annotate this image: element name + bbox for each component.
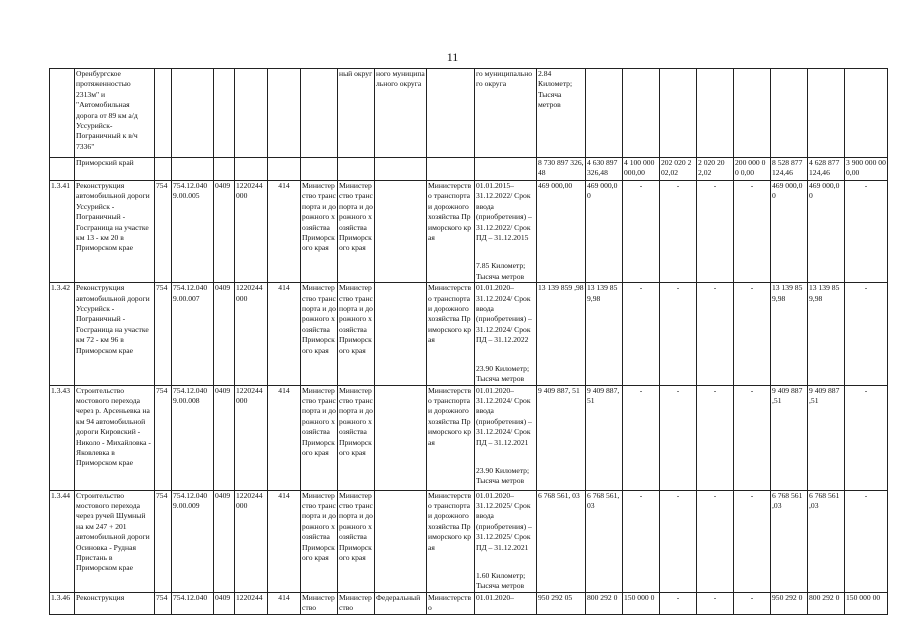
cell-kcsr (172, 158, 214, 181)
cell-v1: 13 139 859 ,98 (537, 283, 586, 385)
cell-recipient (375, 385, 427, 490)
cell-grbs (155, 158, 172, 181)
cell-kcsr: 754.12.040 9.00.005 (172, 181, 214, 283)
period-text: 01.01.2015– 31.12.2022/ Срок ввода (приобретения) – 31.12.2022/ Срок ПД – 31.12.2015 (476, 181, 532, 243)
cell-v5: - (697, 283, 734, 385)
cell-v2: 469 000,0 0 (586, 181, 623, 283)
cell-no: 1.3.43 (50, 385, 75, 490)
cell-grbs: 754 (155, 385, 172, 490)
cell-name: Реконструкция (75, 592, 155, 614)
cell-v8: 13 139 85 9,98 (808, 283, 845, 385)
cell-v2 (623, 69, 660, 158)
cell-owner: ного муниципального округа (375, 69, 427, 158)
cell-v7: 950 292 0 (771, 592, 808, 614)
cell-period (475, 181, 537, 283)
cell-v4: - (660, 490, 697, 592)
cell-period: 01.01.2020– (475, 592, 537, 614)
cell-v2: 13 139 85 9,98 (586, 283, 623, 385)
cell-v4: - (660, 385, 697, 490)
cell-v1: 6 768 561, 03 (537, 490, 586, 592)
cell-customer (301, 158, 338, 181)
cell-customer: Министерство (301, 592, 338, 614)
cell-v1: 950 292 05 (537, 592, 586, 614)
period-text: 01.01.2020– 31.12.2024/ Срок ввода (приобретения) – 31.12.2024/ Срок ПД – 31.12.2021 (476, 385, 532, 447)
cell-vr: 414 (268, 592, 301, 614)
page-number: 11 (446, 50, 459, 64)
cell-rzpr: 0409 (214, 181, 235, 283)
cell-v5: - (697, 385, 734, 490)
cell-v8 (845, 69, 888, 158)
cell-name: Строительство мостового перехода через ручей Шумный на км 247 + 201 автомобильной дороги Осиновка - Рудная Пристань в Приморском крае (75, 490, 155, 592)
cell-grbs: 754 (155, 592, 172, 614)
cell-v6: - (734, 385, 771, 490)
cell-region-name: Приморский край (75, 158, 155, 181)
cell-grbs (155, 69, 172, 158)
cell-rzpr: 0409 (214, 385, 235, 490)
cell-csr (235, 69, 268, 158)
cell-v6: - (734, 592, 771, 614)
cell-v5: - (697, 592, 734, 614)
cell-period (475, 283, 537, 385)
cell-vr: 414 (268, 385, 301, 490)
capacity-text: 7.85 Километр; Тысяча метров (476, 261, 526, 281)
cell-csr: 1220244 000 (235, 283, 268, 385)
cell-rzpr: 0409 (214, 283, 235, 385)
cell-grbs: 754 (155, 181, 172, 283)
spacer (476, 448, 535, 466)
cell-grbs: 754 (155, 283, 172, 385)
cell-v2: 9 409 887, 51 (586, 385, 623, 490)
cell-customer (301, 69, 338, 158)
spacer (476, 243, 535, 261)
cell-no: 1.3.46 (50, 592, 75, 614)
cell-total-v9: 3 900 000 000,00 (845, 158, 888, 181)
cell-v9: - (845, 385, 888, 490)
cell-v1 (586, 69, 623, 158)
cell-v3 (660, 69, 697, 158)
cell-recipient (375, 181, 427, 283)
cell-no (50, 69, 75, 158)
cell-csr: 1220244 000 (235, 181, 268, 283)
cell-kcsr (172, 69, 214, 158)
cell-name: Реконструкция автомобильной дороги Уссурийск - Пограничный - Госграница на участке км 72 - км 96 в Приморском крае (75, 283, 155, 385)
cell-total-v5: 2 020 20 2,02 (697, 158, 734, 181)
cell-period (475, 158, 537, 181)
cell-developer: Министерство транспорта и дорожного хозяйства Приморского края (338, 181, 375, 283)
cell-kcsr: 754.12.040 (172, 592, 214, 614)
cell-vr (268, 69, 301, 158)
cell-vr: 414 (268, 181, 301, 283)
cell-total-v8: 4 628 877 124,46 (808, 158, 845, 181)
cell-period (475, 490, 537, 592)
data-table (49, 68, 888, 615)
cell-csr: 1220244 000 (235, 385, 268, 490)
cell-total-v3: 4 100 000 000,00 (623, 158, 660, 181)
cell-recipient (375, 283, 427, 385)
cell-csr: 1220244 000 (235, 490, 268, 592)
cell-v2: 6 768 561, 03 (586, 490, 623, 592)
cell-recipient (375, 158, 427, 181)
cell-v8: 9 409 887 ,51 (808, 385, 845, 490)
cell-kcsr: 754.12.040 9.00.009 (172, 490, 214, 592)
cell-v3: - (623, 385, 660, 490)
capacity-text: 23.90 Километр; Тысяча метров (476, 363, 530, 384)
cell-vr: 414 (268, 283, 301, 385)
cell-empty (427, 69, 475, 158)
table-row (50, 592, 888, 614)
cell-v3: 150 000 0 (623, 592, 660, 614)
cell-customer: Министерство транспорта и дорожного хозяйства Приморского края (301, 490, 338, 592)
cell-developer: Министерство транспорта и дорожного хозяйства Приморского края (338, 385, 375, 490)
capacity-text: 1.60 Километр; Тысяча метров (476, 570, 526, 591)
cell-customer: Министерство транспорта и дорожного хозяйства Приморского края (301, 385, 338, 490)
cell-v8: 6 768 561 ,03 (808, 490, 845, 592)
cell-name: Реконструкция автомобильной дороги Уссурийск - Пограничный - Госграница на участке км 13 - км 20 в Приморском крае (75, 181, 155, 283)
cell-csr (235, 158, 268, 181)
cell-v8: 469 000,0 0 (808, 181, 845, 283)
cell-name: Оренбургское протяженностью 2313м" и "Автомобильная дорога от 89 км а/д Уссурийск-Пограничный к в/ч 7336" (75, 69, 155, 158)
cell-developer: Министерство транспорта и дорожного хозяйства Приморского края (338, 283, 375, 385)
cell-owner: Министерство (427, 592, 475, 614)
cell-v9: - (845, 283, 888, 385)
cell-period (475, 385, 537, 490)
cell-v6 (771, 69, 808, 158)
cell-v7: 469 000,0 0 (771, 181, 808, 283)
cell-v4: - (660, 592, 697, 614)
table-row (50, 490, 888, 592)
cell-v8: 800 292 0 (808, 592, 845, 614)
cell-developer: Министерство (338, 592, 375, 614)
cell-total-v2: 4 630 897 326,48 (586, 158, 623, 181)
cell-developer (338, 158, 375, 181)
cell-capacity: 2.84 Километр; Тысяча метров (537, 69, 586, 158)
cell-v5 (734, 69, 771, 158)
cell-total-v7: 8 528 877 124,46 (771, 158, 808, 181)
cell-v7: 13 139 85 9,98 (771, 283, 808, 385)
cell-v6: - (734, 283, 771, 385)
cell-total-v6: 200 000 00 0,00 (734, 158, 771, 181)
cell-rzpr (214, 158, 235, 181)
spacer (476, 346, 535, 364)
cell-v2: 800 292 0 (586, 592, 623, 614)
cell-recipient (375, 490, 427, 592)
cell-customer: Министерство транспорта и дорожного хозяйства Приморского края (301, 181, 338, 283)
cell-v7: 9 409 887 ,51 (771, 385, 808, 490)
table-row-region-total (50, 158, 888, 181)
cell-v9: 150 000 00 (845, 592, 888, 614)
cell-name: Строительство мостового перехода через р. Арсеньевка на км 94 автомобильной дороги Кировский - Николо - Михайловка - Яковлевка в Приморском крае (75, 385, 155, 490)
spacer (476, 553, 535, 571)
cell-recipient: Федеральный (375, 592, 427, 614)
period-text: 01.01.2020– 31.12.2024/ Срок ввода (приобретения) – 31.12.2024/ Срок ПД – 31.12.2022 (476, 283, 532, 345)
cell-rzpr (214, 69, 235, 158)
cell-developer: Министерство транспорта и дорожного хозяйства Приморского края (338, 490, 375, 592)
cell-v5: - (697, 490, 734, 592)
cell-vr: 414 (268, 490, 301, 592)
table-row (50, 385, 888, 490)
cell-v3: - (623, 490, 660, 592)
cell-v3: - (623, 283, 660, 385)
cell-kcsr: 754.12.040 9.00.008 (172, 385, 214, 490)
period-text: 01.01.2020– 31.12.2025/ Срок ввода (приобретения) – 31.12.2025/ Срок ПД – 31.12.2021 (476, 490, 532, 552)
cell-customer: Министерство транспорта и дорожного хозяйства Приморского края (301, 283, 338, 385)
cell-v4 (697, 69, 734, 158)
cell-v5: - (697, 181, 734, 283)
cell-state-owner: го муниципального округа (475, 69, 537, 158)
cell-v4: - (660, 181, 697, 283)
cell-v6: - (734, 181, 771, 283)
cell-v6: - (734, 490, 771, 592)
cell-no (50, 158, 75, 181)
cell-owner: Министерство транспорта и дорожного хозяйства Приморского края (427, 385, 475, 490)
cell-no: 1.3.42 (50, 283, 75, 385)
cell-rzpr: 0409 (214, 490, 235, 592)
cell-owner: Министерство транспорта и дорожного хозяйства Приморского края (427, 181, 475, 283)
cell-grbs: 754 (155, 490, 172, 592)
cell-no: 1.3.44 (50, 490, 75, 592)
cell-v7: 6 768 561 ,03 (771, 490, 808, 592)
table-row-continuation (50, 69, 888, 158)
cell-recipient: ный округ (338, 69, 375, 158)
cell-no: 1.3.41 (50, 181, 75, 283)
cell-owner (427, 158, 475, 181)
cell-v9: - (845, 490, 888, 592)
cell-kcsr: 754.12.040 9.00.007 (172, 283, 214, 385)
cell-csr: 1220244 (235, 592, 268, 614)
table-row (50, 283, 888, 385)
cell-rzpr: 0409 (214, 592, 235, 614)
table-row (50, 181, 888, 283)
capacity-text: 23.90 Километр; Тысяча метров (476, 465, 530, 486)
cell-v3: - (623, 181, 660, 283)
cell-vr (268, 158, 301, 181)
investment-objects-table (49, 68, 886, 613)
cell-v1: 469 000,00 (537, 181, 586, 283)
cell-owner: Министерство транспорта и дорожного хозяйства Приморского края (427, 490, 475, 592)
cell-total-v1: 8 730 897 326,48 (537, 158, 586, 181)
cell-v7 (808, 69, 845, 158)
cell-total-v4: 202 020 202,02 (660, 158, 697, 181)
cell-v9: - (845, 181, 888, 283)
cell-owner: Министерство транспорта и дорожного хозяйства Приморского края (427, 283, 475, 385)
cell-v4: - (660, 283, 697, 385)
cell-v1: 9 409 887, 51 (537, 385, 586, 490)
